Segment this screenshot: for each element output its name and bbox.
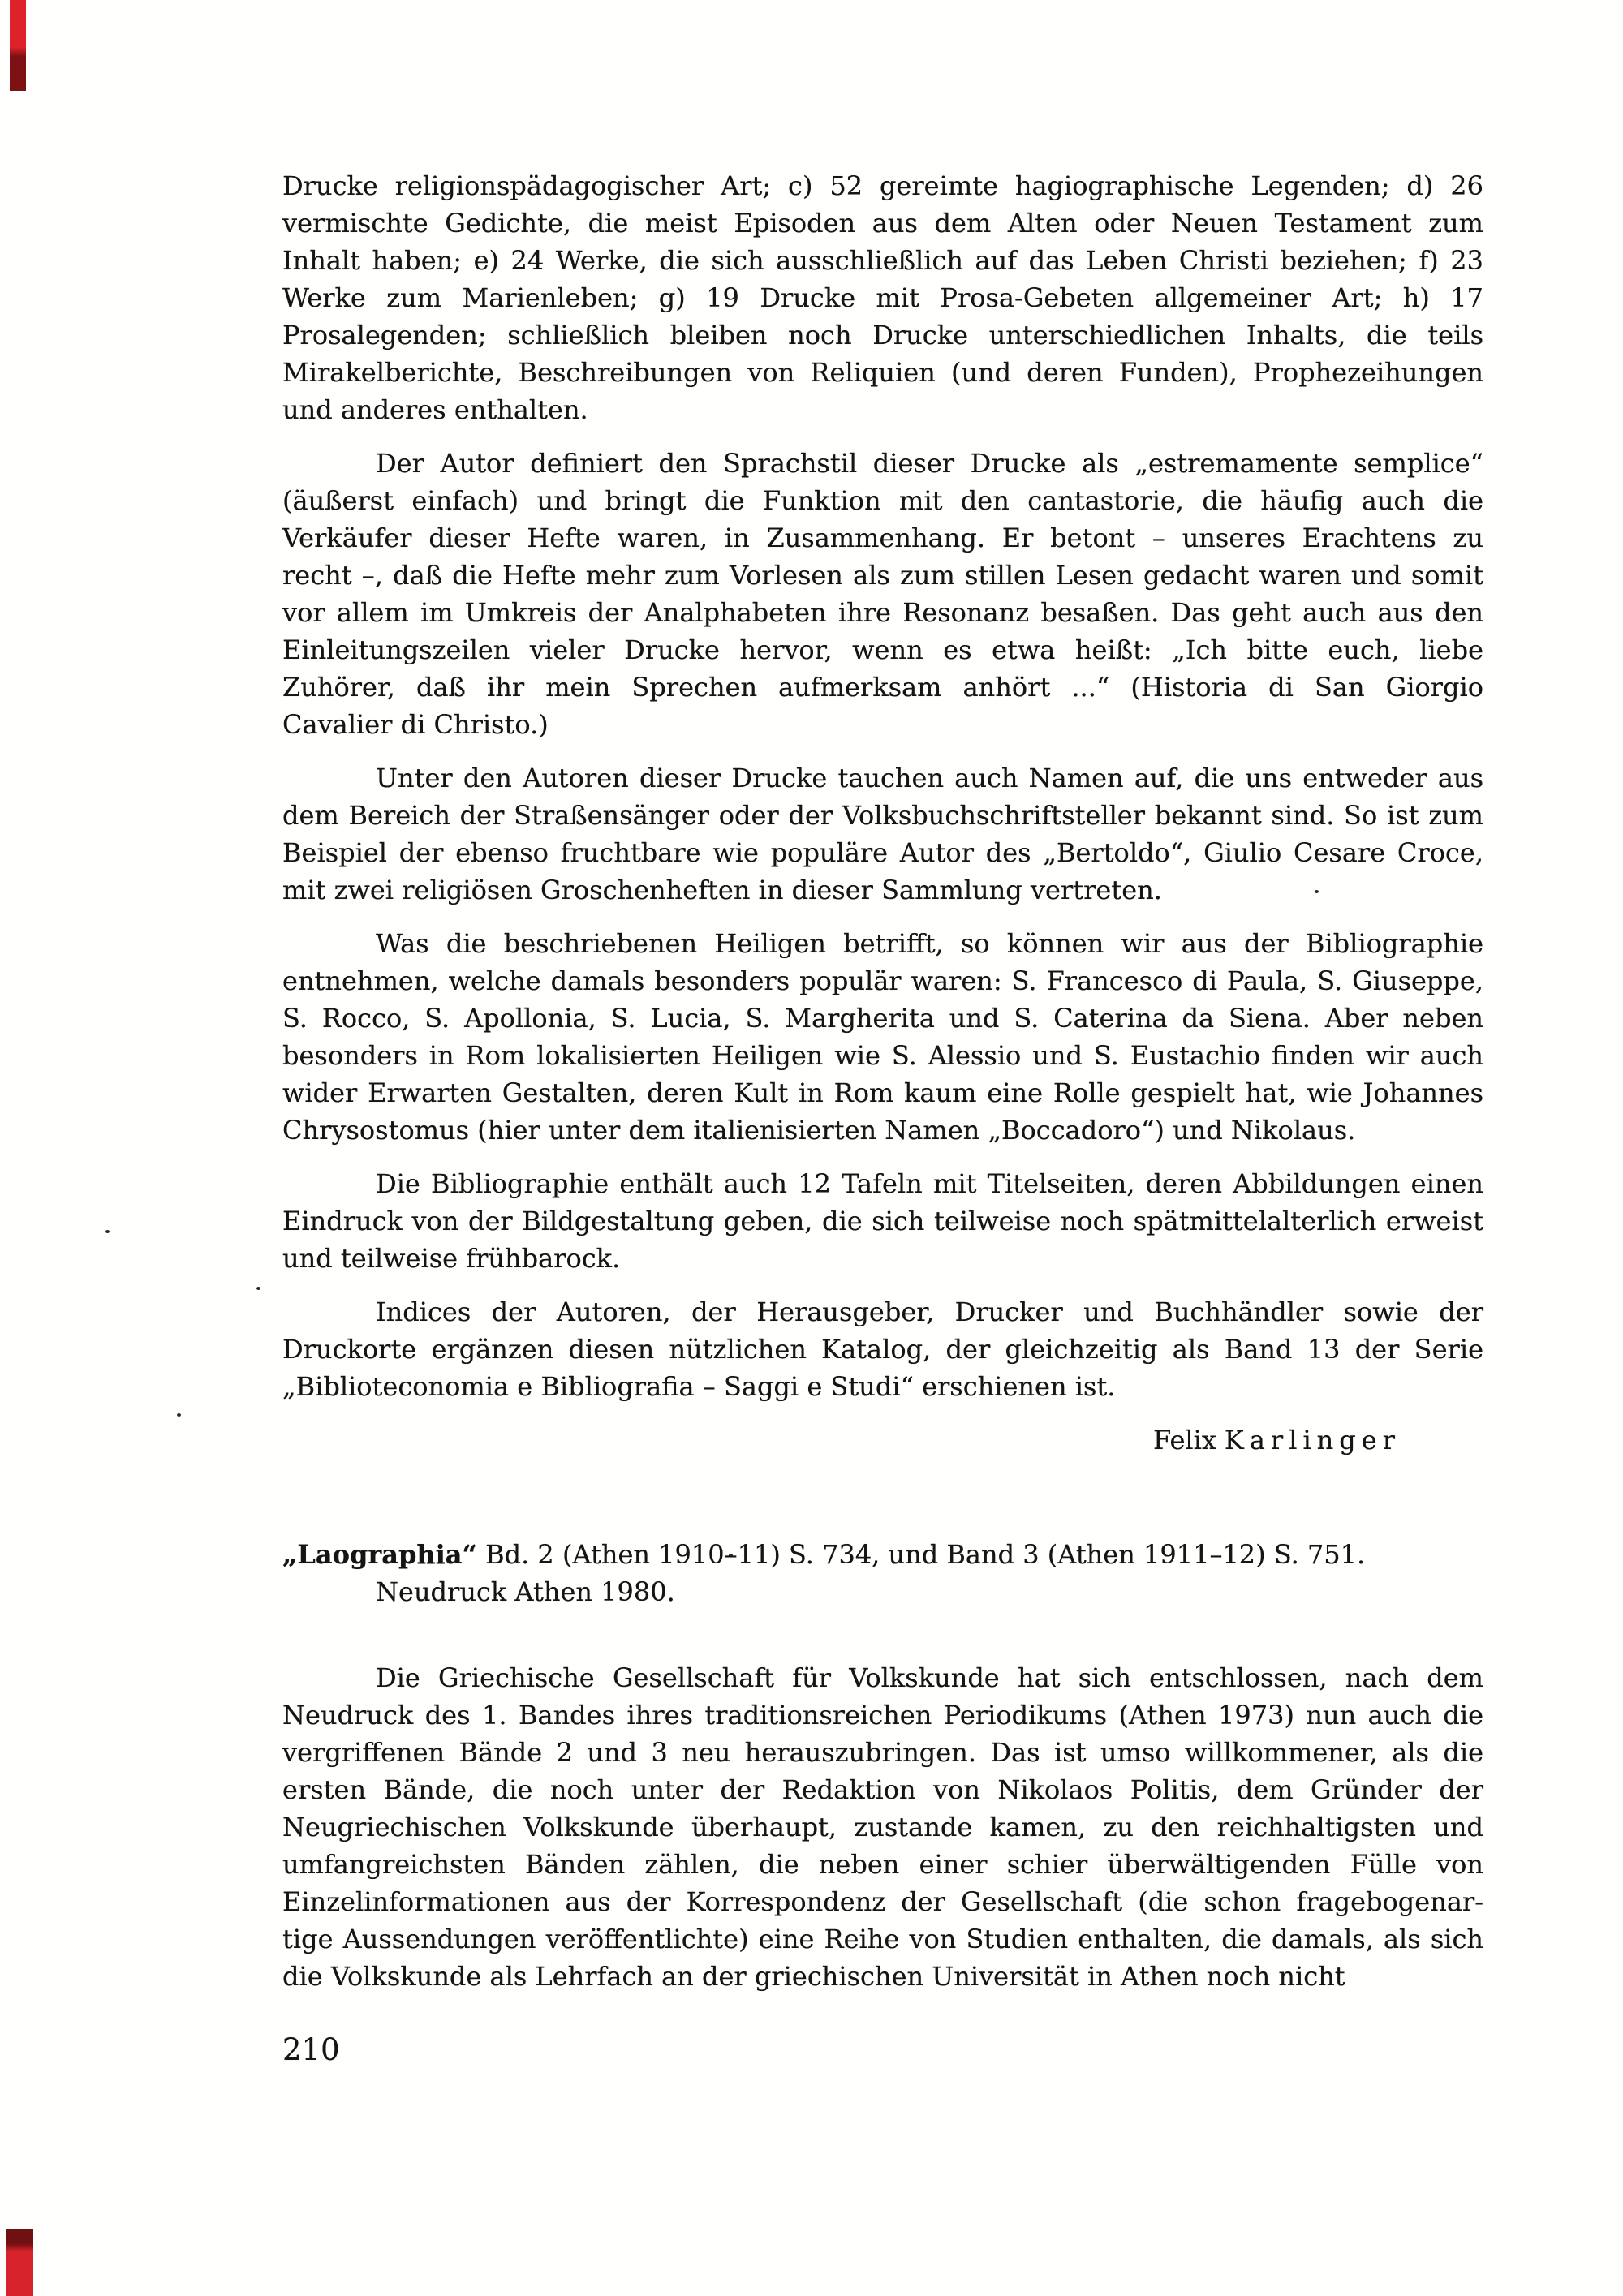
text-line: Cavalier di Christo.): [282, 709, 549, 740]
text-line: Der Autor definiert den Sprachstil dieser Drucke als „estremamente semplice“: [376, 448, 1483, 479]
text-line: und teilweise frühbarock.: [282, 1243, 621, 1274]
text-line: Eindruck von der Bildgestaltung geben, die sich teilweise noch spätmittelalterlich erweist: [282, 1206, 1483, 1236]
text-line: Prosalegenden; schließlich bleiben noch Drucke unterschiedlichen Inhalts, die teils: [282, 320, 1483, 350]
text-line: Einzelinformationen aus der Korrespondenz der Gesellschaft (die schon fragebogenar-: [282, 1886, 1483, 1917]
entry-citation: Bd. 2 (Athen 1910–11) S. 734, und Band 3 (Athen 1911–12) S. 751.: [476, 1539, 1366, 1570]
page-number: 210: [282, 2032, 340, 2067]
bottom-left-red-strip: [6, 2229, 33, 2296]
text-line: Beispiel der ebenso fruchtbare wie populäre Autor des „Bertoldo“, Giulio Cesare Croce,: [282, 837, 1483, 868]
text-line: Werke zum Marienleben; g) 19 Drucke mit Prosa-Gebeten allgemeiner Art; h) 17: [282, 282, 1483, 313]
text-line: Einleitungszeilen vieler Drucke hervor, wenn es etwa heißt: „Ich bitte euch, liebe: [282, 634, 1483, 665]
author-first-name: Felix: [1153, 1425, 1216, 1455]
text-line: wider Erwarten Gestalten, deren Kult in Rom kaum eine Rolle gespielt hat, wie Johannes: [282, 1077, 1483, 1108]
text-line: die Volkskunde als Lehrfach an der griechischen Universität in Athen noch nicht: [282, 1961, 1345, 1992]
paragraph: [282, 1165, 1483, 1277]
text-line: S. Rocco, S. Apollonia, S. Lucia, S. Margherita und S. Caterina da Siena. Aber neben: [282, 1003, 1483, 1034]
author-last-name: Karlinger: [1224, 1425, 1401, 1455]
text-line: Chrysostomus (hier unter dem italienisierten Namen „Boccadoro“) und Nikolaus.: [282, 1115, 1356, 1146]
text-line: recht –, daß die Hefte mehr zum Vorlesen als zum stillen Lesen gedacht waren und somit: [282, 560, 1483, 591]
text-line: besonders in Rom lokalisierten Heiligen wie S. Alessio und S. Eustachio finden wir auch: [282, 1040, 1483, 1071]
text-line: Die Griechische Gesellschaft für Volkskunde hat sich entschlossen, nach dem: [376, 1662, 1483, 1693]
paragraph: [282, 167, 1483, 428]
text-line: Was die beschriebenen Heiligen betrifft, so können wir aus der Bibliographie: [376, 928, 1483, 959]
text-line: dem Bereich der Straßensänger oder der Volksbuchschriftsteller bekannt sind. So ist zum: [282, 800, 1483, 831]
reference-entry-heading: [282, 1536, 1483, 1610]
entry-reprint-note: Neudruck Athen 1980.: [376, 1576, 675, 1607]
entry-title: „Laographia“: [282, 1539, 477, 1570]
paragraph: [282, 925, 1483, 1149]
paragraph: [282, 759, 1483, 909]
text-line: [282, 1573, 1483, 1610]
text-line: Zuhörer, daß ihr mein Sprechen aufmerksam anhört ...“ (Historia di San Giorgio: [282, 672, 1483, 703]
text-line: Indices der Autoren, der Herausgeber, Drucker und Buchhändler sowie der: [376, 1296, 1483, 1327]
text-line: vor allem im Umkreis der Analphabeten ihre Resonanz besaßen. Das geht auch aus den: [282, 597, 1483, 628]
text-line: vergriffenen Bände 2 und 3 neu herauszubringen. Das ist umso willkommener, als die: [282, 1737, 1483, 1768]
text-line: Druckorte ergänzen diesen nützlichen Katalog, der gleichzeitig als Band 13 der Serie: [282, 1334, 1483, 1365]
text-line: mit zwei religiösen Groschenheften in dieser Sammlung vertreten.: [282, 875, 1162, 905]
text-line: (äußerst einfach) und bringt die Funktion mit den cantastorie, die häufig auch die: [282, 485, 1483, 516]
text-line: und anderes enthalten.: [282, 394, 588, 425]
text-line: entnehmen, welche damals besonders populär waren: S. Francesco di Paula, S. Giuseppe,: [282, 965, 1483, 996]
text-line: Inhalt haben; e) 24 Werke, die sich ausschließlich auf das Leben Christi beziehen; f) 23: [282, 245, 1483, 276]
author-signature: [282, 1421, 1483, 1459]
review-body-text-continued: [282, 1659, 1483, 1995]
text-line: Neudruck des 1. Bandes ihres traditionsreichen Periodikums (Athen 1973) nun auch die: [282, 1700, 1483, 1731]
text-line: tige Aussendungen veröffentlichte) eine Reihe von Studien enthalten, die damals, als sich: [282, 1924, 1483, 1954]
text-line: Neugriechischen Volkskunde überhaupt, zustande kamen, zu den reichhaltigsten und: [282, 1812, 1483, 1842]
text-line: „Biblioteconomia e Bibliografia – Saggi e Studi“ erschienen ist.: [282, 1371, 1116, 1402]
text-line: vermischte Gedichte, die meist Episoden aus dem Alten oder Neuen Testament zum: [282, 208, 1483, 239]
text-line: umfangreichsten Bänden zählen, die neben einer schier überwältigenden Fülle von: [282, 1849, 1483, 1880]
text-line: [282, 1536, 1483, 1573]
text-line: Mirakelberichte, Beschreibungen von Reliquien (und deren Funden), Prophezeihungen: [282, 357, 1483, 388]
text-line: ersten Bände, die noch unter der Redaktion von Nikolaos Politis, dem Gründer der: [282, 1774, 1483, 1805]
paragraph: [282, 445, 1483, 743]
paragraph: [282, 1659, 1483, 1995]
paragraph: [282, 1293, 1483, 1405]
text-line: Die Bibliographie enthält auch 12 Tafeln mit Titelseiten, deren Abbildungen einen: [376, 1168, 1483, 1199]
text-line: Verkäufer dieser Hefte waren, in Zusammenhang. Er betont – unseres Erachtens zu: [282, 522, 1483, 553]
text-line: Unter den Autoren dieser Drucke tauchen auch Namen auf, die uns entweder aus: [376, 763, 1483, 793]
text-line: Drucke religionspädagogischer Art; c) 52 gereimte hagiographische Legenden; d) 26: [282, 170, 1483, 201]
review-body-text: [282, 167, 1483, 1405]
